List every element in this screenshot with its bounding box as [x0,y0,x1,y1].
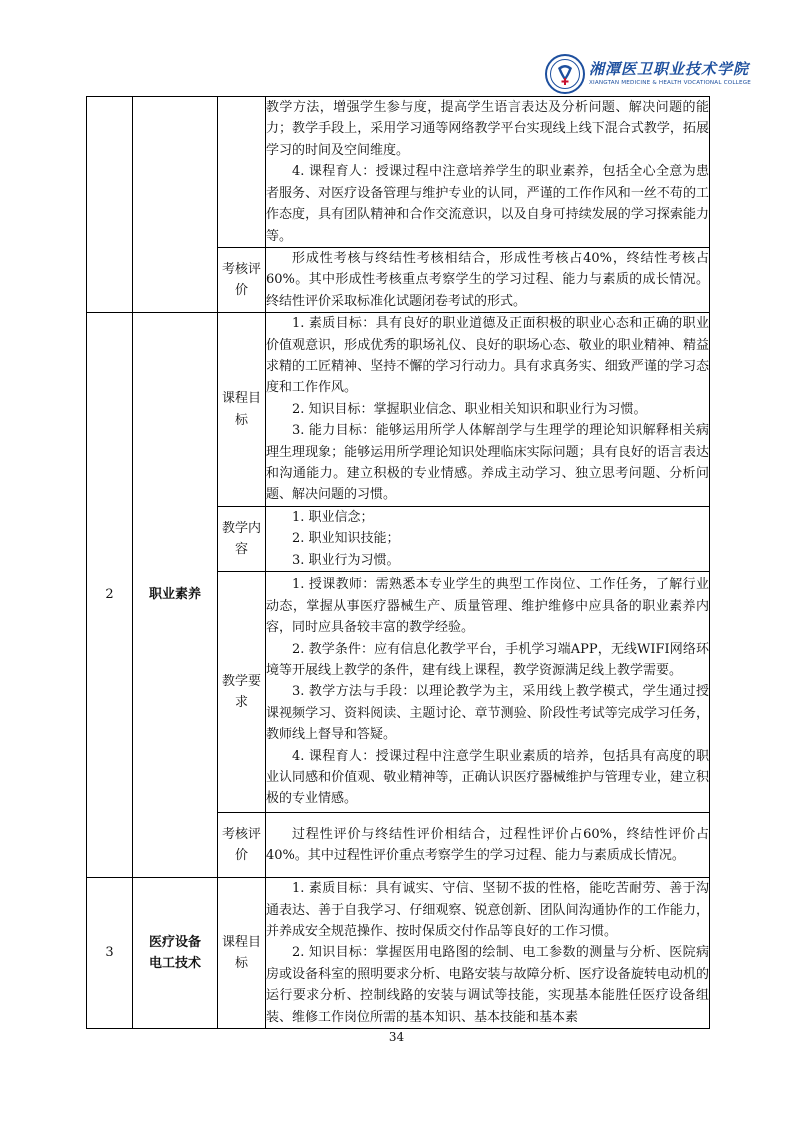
section-content [266,813,710,878]
paragraph: 2. 职业知识技能； [292,531,400,547]
section-content [266,97,710,248]
section-label: 教学要求 [218,572,266,813]
table-row [87,313,710,507]
curriculum-table [86,96,710,1029]
college-name-cn: 湘潭医卫职业技术学院 [589,60,750,78]
paragraph: 3. 能力目标：能够运用所学人体解剖学与生理学的理论知识解释相关病理生理现象；能够运用所学理论知识处理临床实际问题；具有良好的语言表达和沟通能力。建立积极的专业情感。养成主动学习、独立思考问题、分析问题、解决问题的习惯。 [266,423,709,503]
paragraph: 教学方法，增强学生参与度，提高学生语言表达及分析问题、解决问题的能力；教学手段上，采用学习通等网络教学平台实现线上线下混合式教学，拓展学习的时间及空间维度。 [266,100,709,158]
paragraph: 过程性评价与终结性评价相结合，过程性评价占60%，终结性评价占40%。其中过程性评价重点考察学生的学习过程、能力与素质成长情况。 [266,826,709,864]
course-number: 3 [87,878,133,1029]
paragraph: 形成性考核与终结性考核相结合，形成性考核占40%，终结性考核占60%。其中形成性考核重点考察学生的学习过程、能力与素质的成长情况。终结性评价采取标准化试题闭卷考试的形式。 [266,251,709,309]
section-label: 教学内容 [218,506,266,571]
section-label [218,97,266,248]
paragraph: 1. 素质目标：具有良好的职业道德及正面积极的职业心态和正确的职业价值观意识，形成优秀的职场礼仪、良好的职场心态、敬业的职业精神、精益求精的工匠精神、坚持不懈的学习行动力。具有求真务实、细致严谨的学习态度和工作作风。 [266,316,709,396]
page-header [545,54,751,98]
paragraph: 2. 知识目标：掌握医用电路图的绘制、电工参数的测量与分析、医院病房或设备科室的照明要求分析、电路安装与故障分析、医疗设备旋转电动机的运行要求分析、控制线路的安装与调试等技能，实现基本能胜任医疗设备组装、维修工作岗位所需的基本知识、基本技能和基本素 [266,945,709,1025]
course-number: 2 [87,313,133,878]
course-name: 医疗设备电工技术 [133,878,218,1029]
section-content [266,248,710,313]
paragraph: 3. 教学方法与手段：以理论教学为主，采用线上教学模式，学生通过授课视频学习、资料阅读、主题讨论、章节测验、阶段性考试等完成学习任务，教师线上督导和答疑。 [266,684,709,743]
paragraph: 4. 课程育人：授课过程中注意学生职业素质的培养，包括具有高度的职业认同感和价值观、敬业精神等，正确认识医疗器械维护与管理专业，建立积极的专业情感。 [266,748,709,807]
table-row [87,878,710,1029]
paragraph: 2. 知识目标：掌握职业信念、职业相关知识和职业行为习惯。 [292,401,647,417]
section-label: 考核评价 [218,248,266,313]
section-content [266,506,710,571]
paragraph: 2. 教学条件：应有信息化教学平台，手机学习端APP，无线WIFI网络环境等开展线上教学的条件，建有线上课程，教学资源满足线上教学需要。 [266,641,709,678]
page-number: 34 [388,1030,405,1044]
paragraph: 4. 课程育人：授课过程中注意培养学生的职业素养，包括全心全意为患者服务、对医疗设备管理与维护专业的认同，严谨的工作作风和一丝不苟的工作态度，具有团队精神和合作交流意识，以及自身可持续发展的学习探索能力等。 [266,164,709,244]
section-label: 考核评价 [218,813,266,878]
table-row [87,97,710,248]
college-name-en: XIANGTAN MEDICINE & HEALTH VOCATIONAL COLLEGE [589,80,751,86]
section-label: 课程目标 [218,878,266,1029]
section-content [266,572,710,813]
paragraph: 3. 职业行为习惯。 [292,552,400,568]
paragraph: 1. 素质目标：具有诚实、守信、坚韧不拔的性格，能吃苦耐劳、善于沟通表达、善于自我学习、仔细观察、锐意创新、团队间沟通协作的工作能力，并养成安全规范操作、按时保质交付作品等良好的工作习惯。 [266,881,709,939]
paragraph: 1. 职业信念； [292,509,374,525]
course-name: 职业素养 [133,313,218,878]
college-logo-icon [545,54,585,94]
section-content [266,313,710,507]
course-number [87,97,133,313]
section-label: 课程目标 [218,313,266,507]
section-content [266,878,710,1029]
paragraph: 1. 授课教师：需熟悉本专业学生的典型工作岗位、工作任务，了解行业动态，掌握从事医疗器械生产、质量管理、维护维修中应具备的职业素养内容，同时应具备较丰富的教学经验。 [266,577,709,636]
course-name [133,97,218,313]
